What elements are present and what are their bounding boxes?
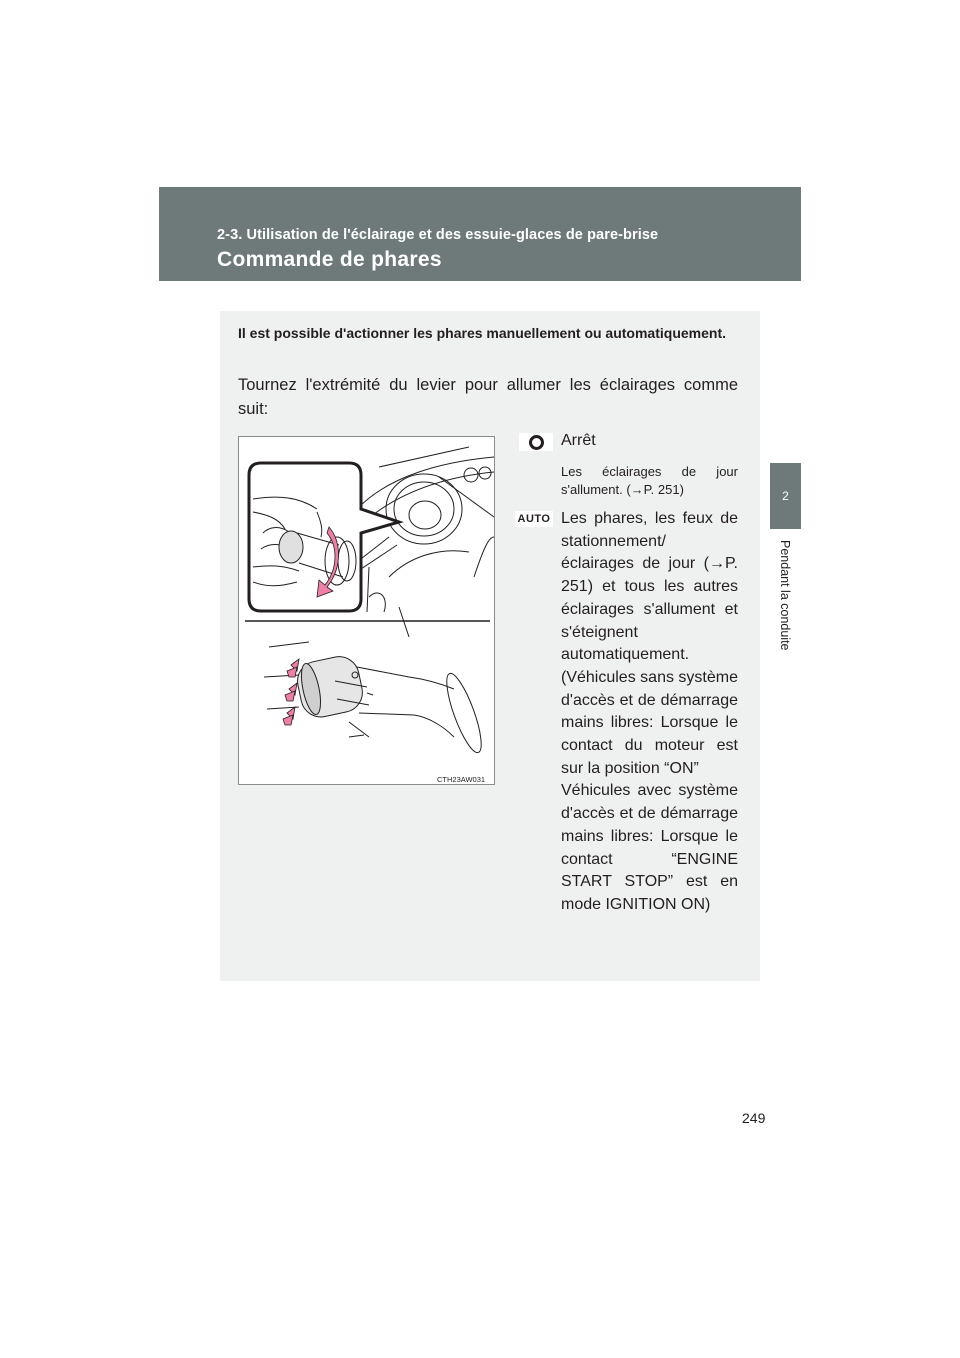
chapter-title-vertical — [778, 540, 794, 670]
page-number: 249 — [742, 1110, 766, 1126]
figure-code: CTH23AW031 — [437, 775, 486, 784]
off-position-note: Les éclairages de jour s'allument. (→P. 251) — [561, 464, 738, 497]
auto-position-description — [561, 508, 738, 917]
auto-paragraph: Véhicules avec système d'accès et de démarrage mains libres: Lorsque le contact “ENGINE START STOP” est en mode IGNITION ON) — [561, 782, 738, 913]
section-header — [159, 187, 801, 281]
headlight-lever-illustration — [238, 436, 495, 785]
intro-bold-text: Il est possible d'actionner les phares manuellement ou automatiquement. — [238, 325, 726, 341]
lever-drawing — [239, 437, 495, 785]
section-subtitle: 2-3. Utilisation de l'éclairage et des essuie-glaces de pare-brise — [217, 227, 659, 243]
off-ring-icon — [519, 433, 553, 451]
auto-paragraph: (Véhicules sans système d'accès et de démarrage mains libres: Lorsque le contact du moteur est sur la position “ON” — [561, 668, 738, 777]
intro-instruction: Tournez l'extrémité du levier pour allumer les éclairages comme suit: — [238, 376, 738, 418]
page-title: Commande de phares — [217, 248, 442, 271]
auto-paragraph: Les phares, les feux de stationnement/ éclairages de jour (→P. 251) et tous les autres éclairages s'allument et s'éteignent automatiquement. — [561, 510, 738, 664]
chapter-tab: 2 — [770, 463, 801, 529]
chapter-title: Pendant la conduite — [778, 540, 792, 651]
auto-position-icon: AUTO — [515, 511, 553, 527]
off-position-label: Arrêt — [561, 432, 596, 449]
